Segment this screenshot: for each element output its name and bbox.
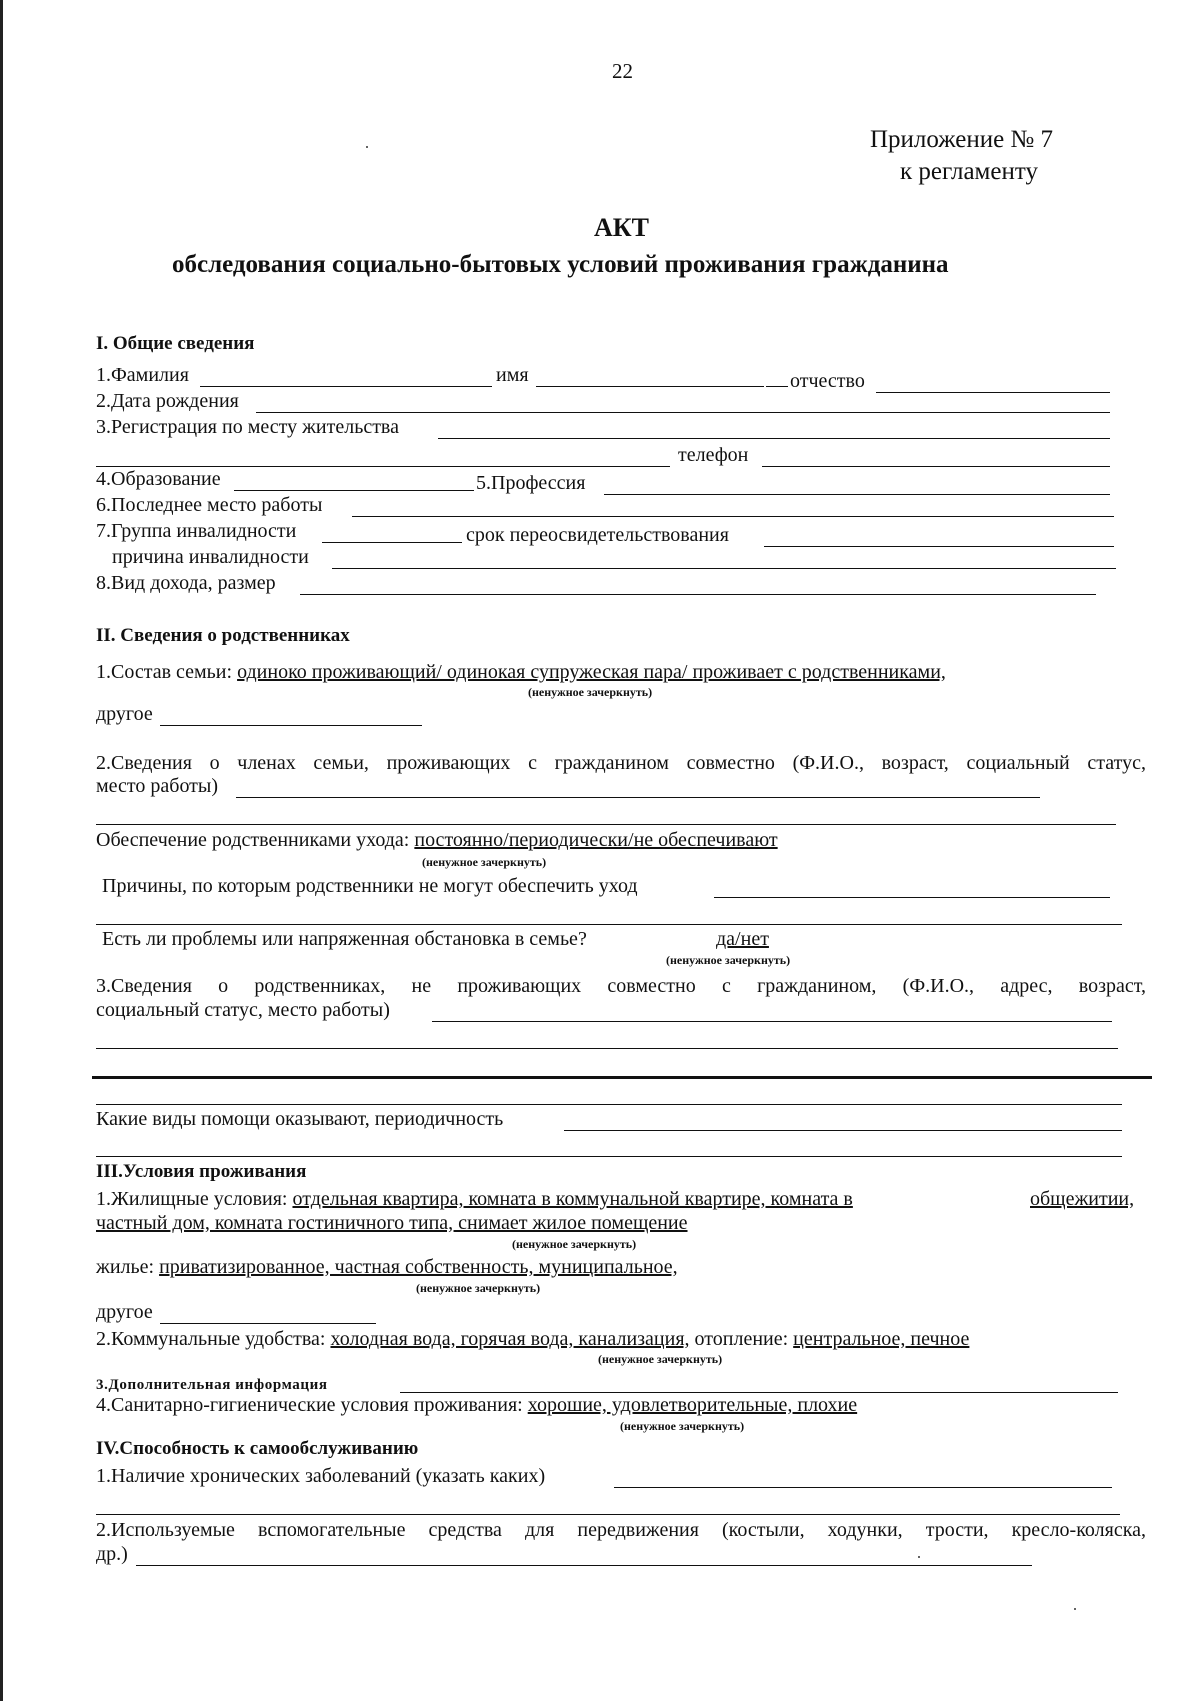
relatives-field[interactable] (432, 1021, 1112, 1022)
sanitary-label: 4.Санитарно-гигиенические условия проживания: (96, 1394, 528, 1416)
relatives-question: 3.Сведения о родственниках, не проживающих совместно с гражданином, (Ф.И.О., адрес, возраст, (96, 975, 1146, 997)
registration-label: 3.Регистрация по месту жительства (96, 416, 399, 438)
phone-label: телефон (678, 444, 749, 466)
reexam-term-field[interactable] (764, 546, 1114, 547)
care-reasons-label: Причины, по которым родственники не могут обеспечить уход (102, 875, 638, 897)
utilities-label: 2.Коммунальные удобства: (96, 1328, 331, 1350)
family-problems-options[interactable]: да/нет (716, 928, 769, 950)
education-field[interactable] (234, 490, 474, 491)
last-work-field[interactable] (352, 516, 1114, 517)
ownership-label: жилье: (96, 1256, 160, 1278)
strike-note: (ненужное зачеркнуть) (598, 1352, 723, 1366)
help-field-2[interactable] (96, 1156, 1122, 1157)
registration-field-continued[interactable] (96, 466, 670, 467)
name-field-tail (766, 386, 788, 387)
disability-group-field[interactable] (322, 542, 462, 543)
appendix-number: Приложение № 7 (870, 126, 1054, 153)
sanitary-options[interactable]: хорошие, удовлетворительные, плохие (527, 1394, 858, 1416)
section-2-heading: II. Сведения о родственниках (96, 625, 350, 646)
family-composition-label: 1.Состав семьи: (96, 661, 238, 683)
housing-other-label: другое (96, 1301, 153, 1323)
disability-cause-label: причина инвалидности (112, 546, 309, 568)
scan-speck (366, 146, 368, 148)
family-composition-options[interactable]: одиноко проживающий/ одинокая супружеская пара/ проживает с родственниками, (237, 661, 946, 683)
registration-field[interactable] (438, 438, 1110, 439)
income-field[interactable] (300, 594, 1096, 595)
heating-label: отопление: (689, 1328, 794, 1350)
chronic-diseases-label: 1.Наличие хронических заболеваний (указать каких) (96, 1465, 546, 1487)
mobility-aids-question: 2.Используемые вспомогательные средства для передвижения (костыли, ходунки, трости, кресло-коляска, (96, 1519, 1146, 1541)
page-number: 22 (612, 59, 633, 83)
relatives-field-2[interactable] (96, 1048, 1118, 1049)
family-members-field[interactable] (236, 797, 1040, 798)
section-4-heading: IV.Способность к самообслуживанию (96, 1438, 419, 1459)
profession-field[interactable] (604, 494, 1110, 495)
strike-note: (ненужное зачеркнуть) (512, 1237, 637, 1251)
scan-speck (918, 1556, 920, 1558)
additional-info-label: 3.Дополнительная информация (96, 1377, 328, 1393)
scan-speck (1074, 1608, 1076, 1610)
income-label: 8.Вид дохода, размер (96, 572, 276, 594)
family-problems-question: Есть ли проблемы или напряженная обстановка в семье? (102, 928, 587, 950)
help-field[interactable] (564, 1130, 1122, 1131)
housing-options[interactable]: отдельная квартира, комната в коммунальной квартире, комната в (292, 1188, 853, 1210)
family-members-field-2[interactable] (96, 824, 1116, 825)
surname-label: 1.Фамилия (96, 364, 189, 386)
surname-field[interactable] (200, 386, 492, 387)
name-label: имя (496, 364, 529, 386)
patronymic-field[interactable] (876, 392, 1110, 393)
family-members-question: 2.Сведения о членах семьи, проживающих с гражданином совместно (Ф.И.О., возраст, социальный статус, (96, 752, 1146, 774)
patronymic-label: отчество (790, 370, 865, 392)
relatives-question-cont: социальный статус, место работы) (96, 999, 390, 1021)
strike-note: (ненужное зачеркнуть) (666, 953, 791, 967)
document-title: АКТ (594, 213, 649, 242)
birth-date-label: 2.Дата рождения (96, 390, 239, 412)
phone-field[interactable] (762, 466, 1110, 467)
heating-options[interactable]: центральное, печное (793, 1328, 970, 1350)
scan-edge (0, 0, 3, 1701)
mobility-aids-question-cont: др.) (96, 1543, 128, 1565)
care-reasons-field[interactable] (714, 897, 1110, 898)
relatives-field-4[interactable] (96, 1104, 1122, 1105)
ownership-options[interactable]: приватизированное, частная собственность, муниципальное, (159, 1256, 678, 1278)
strike-note: (ненужное зачеркнуть) (422, 855, 547, 869)
education-label: 4.Образование (96, 468, 221, 490)
help-label: Какие виды помощи оказывают, периодичность (96, 1108, 504, 1130)
strike-note: (ненужное зачеркнуть) (416, 1281, 541, 1295)
care-options[interactable]: постоянно/периодически/не обеспечивают (414, 829, 778, 851)
family-other-label: другое (96, 703, 153, 725)
strike-note: (ненужное зачеркнуть) (620, 1419, 745, 1433)
section-1-heading: I. Общие сведения (96, 333, 255, 354)
reexam-term-label: срок переосвидетельствования (466, 524, 729, 546)
mobility-aids-field[interactable] (136, 1565, 1032, 1566)
care-label: Обеспечение родственниками ухода: (96, 829, 415, 851)
strike-note: (ненужное зачеркнуть) (528, 685, 653, 699)
family-other-field[interactable] (160, 725, 422, 726)
additional-info-field[interactable] (400, 1392, 1118, 1393)
section-3-heading: III.Условия проживания (96, 1161, 307, 1182)
birth-date-field[interactable] (256, 412, 1110, 413)
disability-group-label: 7.Группа инвалидности (96, 520, 297, 542)
name-field[interactable] (536, 386, 764, 387)
profession-label: 5.Профессия (476, 472, 586, 494)
housing-options-dormitory[interactable]: общежитии, (1030, 1188, 1135, 1210)
housing-label: 1.Жилищные условия: (96, 1188, 293, 1210)
housing-options-cont[interactable]: частный дом, комната гостиничного типа, снимает жилое помещение (96, 1212, 688, 1234)
chronic-diseases-field[interactable] (614, 1487, 1112, 1488)
appendix-reference: к регламенту (900, 158, 1038, 185)
document-subtitle: обследования социально-бытовых условий проживания гражданина (172, 251, 949, 278)
family-members-question-cont: место работы) (96, 775, 219, 797)
care-reasons-field-2[interactable] (96, 924, 1122, 925)
housing-other-field[interactable] (160, 1323, 376, 1324)
utilities-options[interactable]: холодная вода, горячая вода, канализация, (330, 1328, 690, 1350)
chronic-diseases-field-2[interactable] (96, 1514, 1120, 1515)
relatives-field-3[interactable] (92, 1076, 1152, 1079)
disability-cause-field[interactable] (332, 568, 1116, 569)
last-work-label: 6.Последнее место работы (96, 494, 323, 516)
